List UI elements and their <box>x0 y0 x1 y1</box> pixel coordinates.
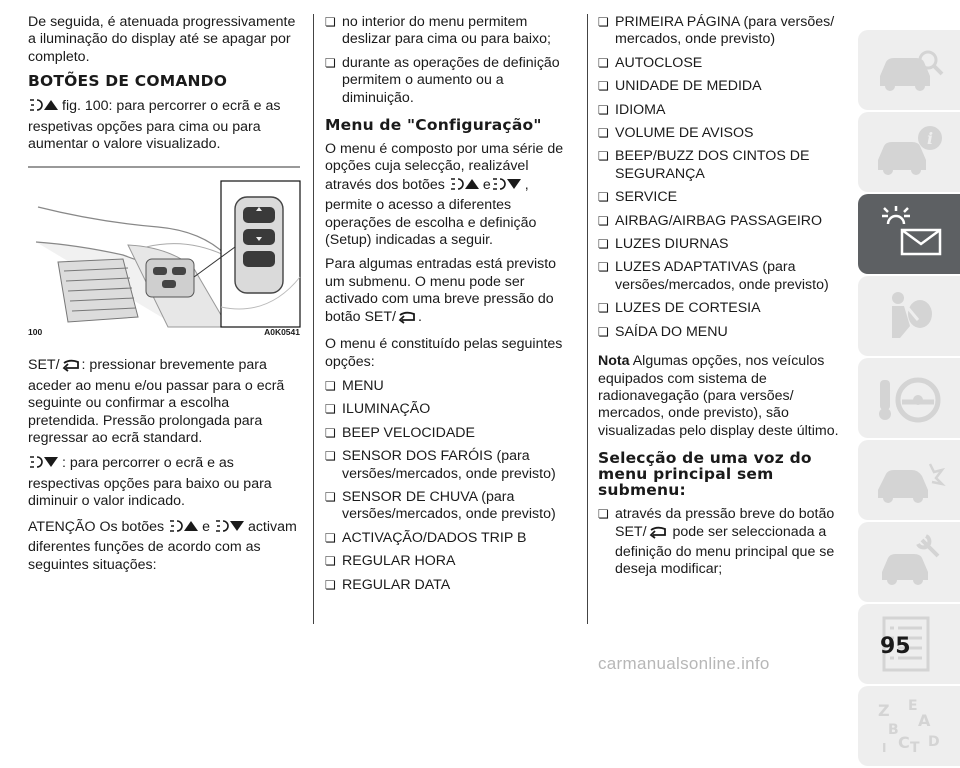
column-1 <box>28 14 300 574</box>
list-item: ❏ SAÍDA DO MENU <box>598 324 848 341</box>
list-item: ❏ no interior do menu permitem deslizar para cima ou para baixo; <box>325 14 577 49</box>
tab-car-search[interactable] <box>858 30 960 110</box>
note-label: Nota <box>598 353 630 370</box>
checkbox-bullet-icon <box>598 236 609 253</box>
column-2 <box>325 14 577 600</box>
svg-text:I: I <box>882 741 887 755</box>
menu-description: O menu é composto por uma série de opções cuja selecção, realizável através dos botões e , permite o acesso a diferentes operações de escolha e definição (Setup) indicadas a seguir. <box>325 141 564 249</box>
svg-text:T: T <box>910 740 920 756</box>
section-heading: Selecção de uma voz do menu principal sem submenu: <box>598 449 812 500</box>
list-item: ❏ ACTIVAÇÃO/DADOS TRIP B <box>325 530 577 547</box>
up-button-description: fig. 100: para percorrer o ecrã e as respetivas opções para cima ou para aumentar o valore visualizado. <box>28 98 281 153</box>
tab-airbag[interactable] <box>858 276 960 356</box>
checkbox-bullet-icon <box>598 259 609 276</box>
attention-note: ATENÇÃO Os botões e activam diferentes funções de acordo com as seguintes situações: <box>28 518 297 573</box>
checkbox-bullet-icon <box>325 401 336 418</box>
svg-text:B: B <box>888 722 899 738</box>
list-item: ❏ LUZES ADAPTATIVAS (para versões/mercados, onde previsto) <box>598 259 848 294</box>
checkbox-bullet-icon <box>325 489 336 506</box>
checkbox-bullet-icon <box>598 189 609 206</box>
list-item: ❏ VOLUME DE AVISOS <box>598 125 848 142</box>
submenu-description: Para algumas entradas está previsto um submenu. O menu pode ser activado com uma breve pressão do botão SET/ . <box>325 256 577 329</box>
list-item: ❏ REGULAR HORA <box>325 553 577 570</box>
list-item: ❏ REGULAR DATA <box>325 577 577 594</box>
tab-emergency[interactable] <box>858 440 960 520</box>
checkbox-bullet-icon <box>325 530 336 547</box>
return-arrow-icon <box>396 310 418 329</box>
figure-number: 100 <box>28 327 43 338</box>
up-button-icon <box>28 97 62 118</box>
svg-text:D: D <box>928 734 940 750</box>
tab-car-info[interactable] <box>858 112 960 192</box>
checkbox-bullet-icon <box>598 148 609 165</box>
checkbox-bullet-icon <box>325 448 336 465</box>
key-steering-wheel-icon <box>872 368 948 428</box>
svg-text:C: C <box>898 733 910 752</box>
checkbox-bullet-icon <box>325 425 336 442</box>
list-item: ❏ AIRBAG/AIRBAG PASSAGEIRO <box>598 213 848 230</box>
return-arrow-icon <box>60 358 82 377</box>
column-divider <box>313 14 314 624</box>
list-item: ❏ BEEP/BUZZ DOS CINTOS DE SEGURANÇA <box>598 148 848 183</box>
figure-steering-buttons <box>28 167 300 338</box>
list-item: ❏ SENSOR DOS FARÓIS (para versões/mercados, onde previsto) <box>325 448 577 483</box>
checkbox-bullet-icon <box>325 55 336 72</box>
column-3 <box>598 14 848 585</box>
checkbox-bullet-icon <box>598 125 609 142</box>
svg-text:Z: Z <box>878 701 890 720</box>
watermark: carmanualsonline.info <box>598 654 770 673</box>
down-button-icon <box>214 518 248 539</box>
figure-caption <box>28 324 300 341</box>
tab-dashboard-lights[interactable] <box>858 194 960 274</box>
airbag-seat-icon <box>872 286 948 346</box>
tab-starting-driving[interactable] <box>858 358 960 438</box>
note-paragraph: Nota Algumas opções, nos veículos equipados com sistema de radionavegação (para versões/ mercados, onde previsto), são visualizadas pelo display deste último. <box>598 353 839 439</box>
column-divider <box>587 14 588 624</box>
list-item: ❏ IDIOMA <box>598 102 848 119</box>
list-item: ❏ UNIDADE DE MEDIDA <box>598 78 848 95</box>
list-item: ❏ MENU <box>325 378 577 395</box>
svg-text:E: E <box>908 698 918 714</box>
list-item: ❏ SENSOR DE CHUVA (para versões/mercados, onde previsto) <box>325 489 577 524</box>
section-heading: BOTÕES DE COMANDO <box>28 72 228 91</box>
checkbox-bullet-icon <box>598 102 609 119</box>
list-item: ❏ durante as operações de definição permitem o aumento ou a diminuição. <box>325 55 577 107</box>
checkbox-bullet-icon <box>598 213 609 230</box>
checkbox-bullet-icon <box>325 577 336 594</box>
down-button-description: : para percorrer o ecrã e as respectivas opções para baixo ou para diminuir o valor indicado. <box>28 455 272 510</box>
checkbox-bullet-icon <box>598 506 609 523</box>
page-number: 95 <box>880 634 911 659</box>
intro-paragraph: De seguida, é atenuada progressivamente a iluminação do display até se apagar por completo. <box>28 14 296 65</box>
options-intro: O menu é constituído pelas seguintes opções: <box>325 336 563 370</box>
list-item: ❏ PRIMEIRA PÁGINA (para versões/ mercados, onde previsto) <box>598 14 848 49</box>
car-crash-icon <box>872 450 948 510</box>
steering-wheel-image <box>28 167 300 327</box>
set-button-description: SET/ : pressionar brevemente para aceder ao menu e/ou passar para o ecrã seguinte ou confirmar a escolha pretendida. Pressão prolongada para regressar ao ecrã standard. <box>28 357 285 447</box>
list-item: ❏ BEEP VELOCIDADE <box>325 425 577 442</box>
alphabet-index-icon <box>872 696 948 756</box>
checkbox-bullet-icon <box>325 553 336 570</box>
return-arrow-icon <box>647 525 669 544</box>
car-info-icon <box>872 122 948 182</box>
svg-text:A: A <box>918 711 931 730</box>
list-item: ❏ SERVICE <box>598 189 848 206</box>
list-item: ❏ LUZES DE CORTESIA <box>598 300 848 317</box>
checkbox-bullet-icon <box>598 300 609 317</box>
svg-text:i: i <box>927 129 934 148</box>
checkbox-bullet-icon <box>598 78 609 95</box>
wrench-car-icon <box>872 532 948 592</box>
list-item: ❏ LUZES DIURNAS <box>598 236 848 253</box>
list-item: ❏ AUTOCLOSE <box>598 55 848 72</box>
list-item: ❏ ILUMINAÇÃO <box>325 401 577 418</box>
tab-maintenance[interactable] <box>858 522 960 602</box>
section-heading: Menu de "Configuração" <box>325 116 542 135</box>
figure-code: A0K0541 <box>264 327 300 338</box>
up-button-icon <box>168 518 202 539</box>
car-search-icon <box>872 40 948 100</box>
checkbox-bullet-icon <box>325 14 336 31</box>
down-button-icon <box>491 176 525 197</box>
dashboard-light-envelope-icon <box>872 204 948 264</box>
checkbox-bullet-icon <box>598 324 609 341</box>
list-item: ❏ através da pressão breve do botão SET/ pode ser seleccionada a definição do menu principal que se deseja modificar; <box>598 506 848 579</box>
tab-index[interactable] <box>858 686 960 766</box>
checkbox-bullet-icon <box>325 378 336 395</box>
checkbox-bullet-icon <box>598 55 609 72</box>
checkbox-bullet-icon <box>598 14 609 31</box>
down-button-icon <box>28 454 62 475</box>
up-button-icon <box>449 176 483 197</box>
